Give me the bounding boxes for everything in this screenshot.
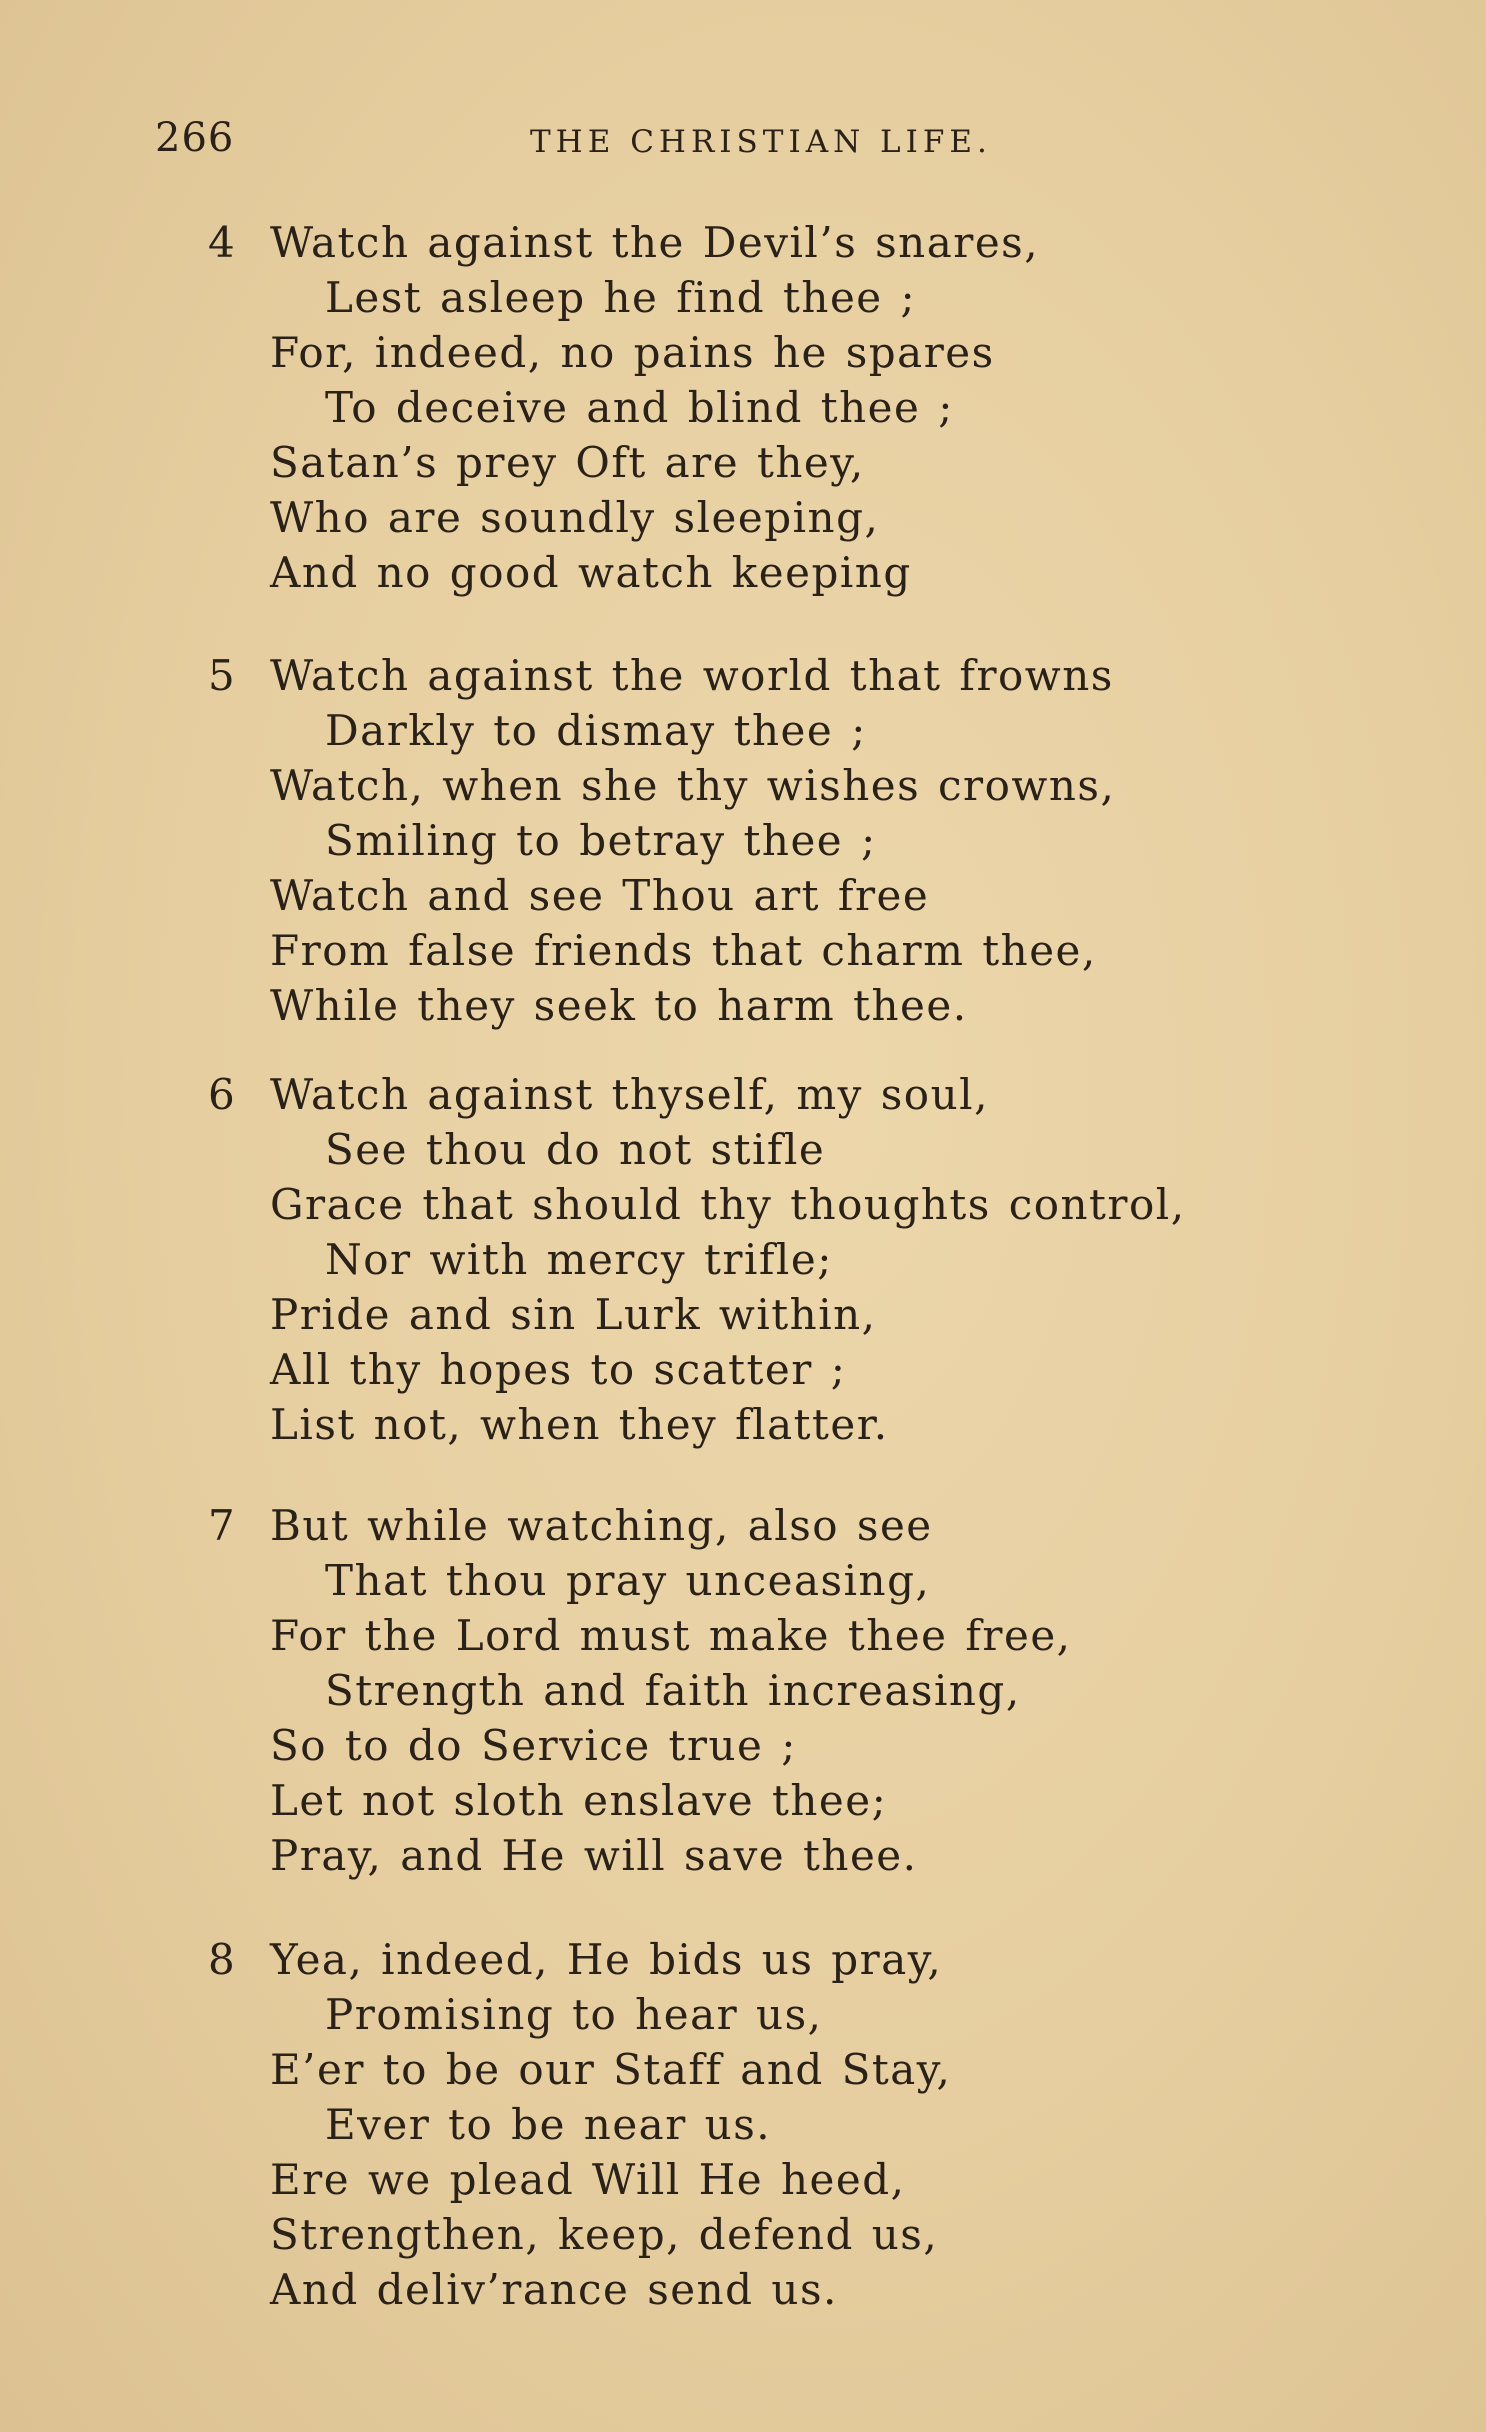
verse-line: And no good watch keeping	[270, 548, 912, 597]
verse-line: List not, when they flatter.	[270, 1400, 889, 1449]
verse-line: That thou pray unceasing,	[325, 1556, 931, 1605]
verse-line: Ever to be near us.	[325, 2100, 772, 2149]
verse-line: Satan’s prey Oft are they,	[270, 438, 865, 487]
verse-line: And deliv’rance send us.	[270, 2265, 838, 2314]
verse-line: So to do Service true ;	[270, 1721, 797, 1770]
verse-line: All thy hopes to scatter ;	[270, 1345, 847, 1394]
verse-line: E’er to be our Staff and Stay,	[270, 2045, 952, 2094]
verse-line: Watch against the world that frowns	[270, 651, 1114, 700]
verse-line: Strength and faith increasing,	[325, 1666, 1021, 1715]
running-head: THE CHRISTIAN LIFE.	[530, 124, 992, 160]
verse-line: Ere we plead Will He heed,	[270, 2155, 906, 2204]
verse-line: But while watching, also see	[270, 1501, 933, 1550]
stanza-number: 6	[208, 1070, 235, 1119]
verse-line: To deceive and blind thee ;	[325, 383, 954, 432]
verse-line: See thou do not stifle	[325, 1125, 826, 1174]
verse-line: Watch against the Devil’s snares,	[270, 218, 1040, 267]
verse-line: Pray, and He will save thee.	[270, 1831, 918, 1880]
verse-line: For the Lord must make thee free,	[270, 1611, 1072, 1660]
verse-line: While they seek to harm thee.	[270, 981, 968, 1030]
stanza-number: 5	[208, 651, 235, 700]
verse-line: Nor with mercy trifle;	[325, 1235, 833, 1284]
stanza-number: 4	[208, 218, 235, 267]
verse-line: Promising to hear us,	[325, 1990, 823, 2039]
page-header	[0, 108, 1486, 168]
verse-line: Lest asleep he find thee ;	[325, 273, 917, 322]
verse-line: Watch against thyself, my soul,	[270, 1070, 989, 1119]
verse-line: From false friends that charm thee,	[270, 926, 1097, 975]
page-number: 266	[155, 115, 235, 161]
verse-line: Strengthen, keep, defend us,	[270, 2210, 939, 2259]
verse-line: Pride and sin Lurk within,	[270, 1290, 877, 1339]
stanza-number: 8	[208, 1935, 235, 1984]
verse-line: Yea, indeed, He bids us pray,	[270, 1935, 943, 1984]
verse-line: For, indeed, no pains he spares	[270, 328, 995, 377]
verse-line: Watch, when she thy wishes crowns,	[270, 761, 1116, 810]
verse-line: Grace that should thy thoughts control,	[270, 1180, 1186, 1229]
verse-line: Smiling to betray thee ;	[325, 816, 877, 865]
verse-line: Darkly to dismay thee ;	[325, 706, 867, 755]
verse-line: Who are soundly sleeping,	[270, 493, 880, 542]
verse-line: Watch and see Thou art free	[270, 871, 930, 920]
stanza-number: 7	[208, 1501, 235, 1550]
verse-line: Let not sloth enslave thee;	[270, 1776, 888, 1825]
